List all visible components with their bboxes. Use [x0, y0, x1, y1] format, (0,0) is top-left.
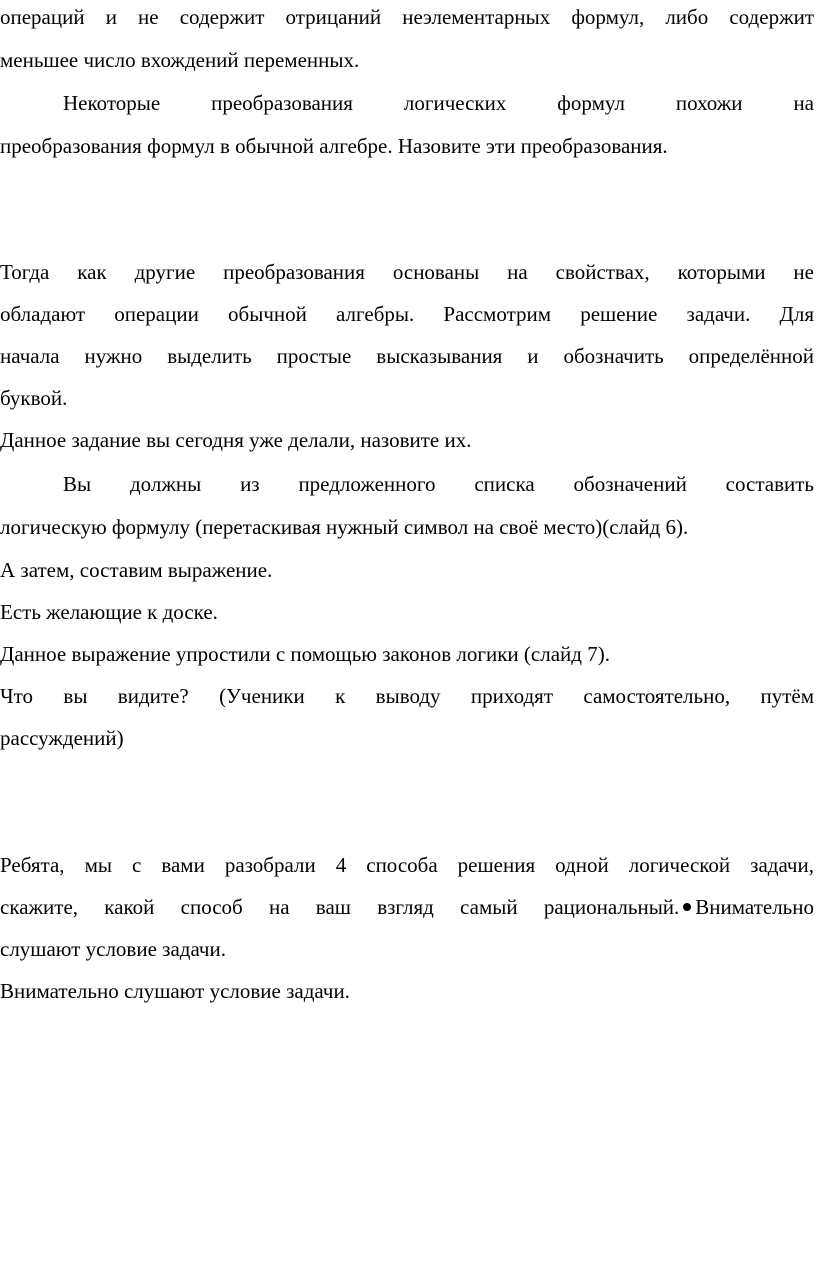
para3-line4: буквой.: [0, 386, 68, 410]
para2-line1: Некоторые преобразования логических формул похожи на: [63, 91, 814, 115]
bullet-icon: [683, 903, 691, 911]
para3-line2: обладают операции обычной алгебры. Рассмотрим решение задачи. Для: [0, 302, 814, 326]
para7: Есть желающие к доске.: [0, 600, 218, 624]
para10-line1: Ребята, мы с вами разобрали 4 способа решения одной логической задачи,: [0, 853, 814, 877]
para1-line2: меньшее число вхождений переменных.: [0, 48, 360, 72]
para4: Данное задание вы сегодня уже делали, назовите их.: [0, 428, 472, 452]
para5-line1: Вы должны из предложенного списка обозначений составить: [63, 472, 814, 496]
para10-line2-tail: Внимательно: [695, 895, 814, 919]
para10-line2: [0, 894, 814, 920]
para3-line3: начала нужно выделить простые высказывания и обозначить определённой: [0, 344, 814, 368]
para8: Данное выражение упростили с помощью законов логики (слайд 7).: [0, 642, 610, 666]
para9-line1: Что вы видите? (Ученики к выводу приходят самостоятельно, путём: [0, 684, 814, 708]
para5-line2: логическую формулу (перетаскивая нужный символ на своё место)(слайд 6).: [0, 515, 689, 539]
para6: А затем, составим выражение.: [0, 558, 273, 582]
para9-line2: рассуждений): [0, 726, 124, 750]
para1-line1: операций и не содержит отрицаний неэлементарных формул, либо содержит: [0, 5, 814, 29]
para3-line1: Тогда как другие преобразования основаны на свойствах, которыми не: [0, 260, 814, 284]
para2-line2: преобразования формул в обычной алгебре. Назовите эти преобразования.: [0, 134, 668, 158]
para10-line2-text: скажите, какой способ на ваш взгляд самый рациональный.: [0, 895, 680, 919]
para11: Внимательно слушают условие задачи.: [0, 979, 350, 1003]
para10-line3: слушают условие задачи.: [0, 937, 226, 961]
